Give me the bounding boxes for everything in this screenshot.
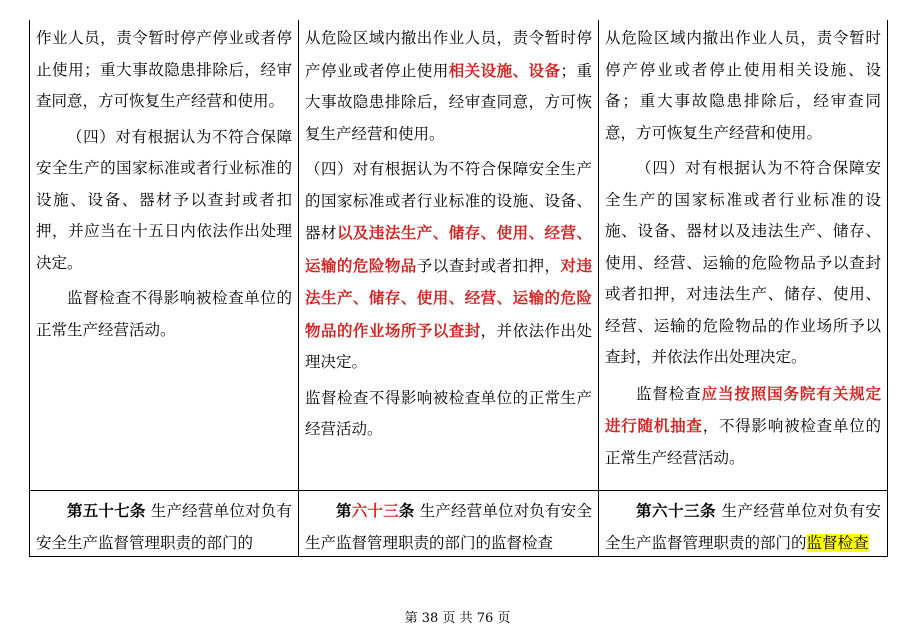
body-text: 作业人员，责令暂时停产停业或者停止使用；重大事故隐患排除后，经审查同意，方可恢复生产经营和使用。: [36, 29, 292, 110]
body-text: 监督检查: [636, 384, 702, 403]
paragraph: [305, 23, 592, 150]
paragraph: [36, 495, 292, 556]
article-number: 第五十七条: [67, 501, 146, 520]
paragraph: [305, 154, 592, 379]
cell-old-law-row1: [30, 23, 298, 490]
body-text: 监督检查不得影响被检查单位的正常生产经营活动。: [36, 289, 292, 339]
body-text: 从危险区域内撤出作业人员，责令暂时停产停业或者停止使用相关设施、设备；重大事故隐患排除后，经审查同意，方可恢复生产经营和使用。: [605, 29, 881, 142]
article-number: 第: [336, 501, 352, 520]
body-text: （四）对有根据认为不符合保障安全生产的国家标准或者行业标准的设施、设备、器材以及违法生产、储存、使用、经营、运输的危险物品予以查封或者扣押，对违法生产、储存、使用、经营、运输的危险物品的作业场所予以查封，并依法作出处理决定。: [605, 159, 881, 366]
row-divider: [30, 490, 887, 491]
amended-text: 对违法生产、储存、使用、经营、运输的危险物品的作业场所予以查封: [305, 255, 592, 340]
amended-text: 六十三: [351, 501, 399, 520]
cell-new-law-row1: [599, 23, 887, 490]
body-text: ，并依法作出处理决定。: [305, 321, 592, 371]
body-text: 生产经营单位对负有安全生产监督管理职责的部门的: [36, 502, 292, 552]
amended-text: 应当按照国务院有关规定进行随机抽查: [605, 383, 881, 435]
cell-old-law-row2: [30, 495, 298, 556]
cell-new-law-row2: [599, 495, 887, 556]
paragraph: [36, 283, 292, 346]
paragraph: [605, 495, 881, 556]
paragraph: [605, 153, 881, 374]
amended-text: 以及违法生产、储存、使用、经营、运输的危险物品: [305, 223, 592, 275]
body-text: 生产经营单位对负有安全生产监督管理职责的部门的监督检查: [305, 502, 592, 552]
paragraph: [305, 495, 592, 556]
article-number: 条: [398, 501, 415, 520]
body-text: ，不得影响被检查单位的正常生产经营活动。: [605, 417, 881, 467]
body-text: （四）对有根据认为不符合保障安全生产的国家标准或者行业标准的设施、设备、器材予以查封或者扣押，并应当在十五日内依法作出处理决定。: [36, 127, 292, 272]
paragraph: [36, 122, 292, 280]
paragraph: [36, 23, 292, 118]
page-number-footer: 第 38 页 共 76 页: [404, 611, 511, 626]
body-text: ；重大事故隐患排除后，经审查同意，方可恢复生产经营和使用。: [305, 61, 592, 143]
paragraph: [605, 378, 881, 475]
body-text: 生产经营单位对负有安全生产监督管理职责的部门的: [605, 502, 881, 552]
body-text: 监督检查不得影响被检查单位的正常生产经营活动。: [305, 388, 592, 438]
body-text: 从危险区域内撤出作业人员，责令暂时停产停业或者停止使用: [305, 29, 592, 80]
cell-draft-row1: [299, 23, 598, 490]
cell-draft-row2: [299, 495, 598, 556]
paragraph: [305, 383, 592, 446]
highlighted-text: 监督检查: [806, 533, 869, 552]
comparison-table: [29, 20, 888, 557]
article-number: 第六十三条: [636, 501, 717, 520]
amended-text: 相关设施、设备: [448, 60, 561, 80]
body-text: （四）对有根据认为不符合保障安全生产的国家标准或者行业标准的设施、设备、器材: [305, 160, 592, 242]
body-text: 予以查封或者扣押，: [416, 256, 561, 275]
paragraph: [605, 23, 881, 149]
